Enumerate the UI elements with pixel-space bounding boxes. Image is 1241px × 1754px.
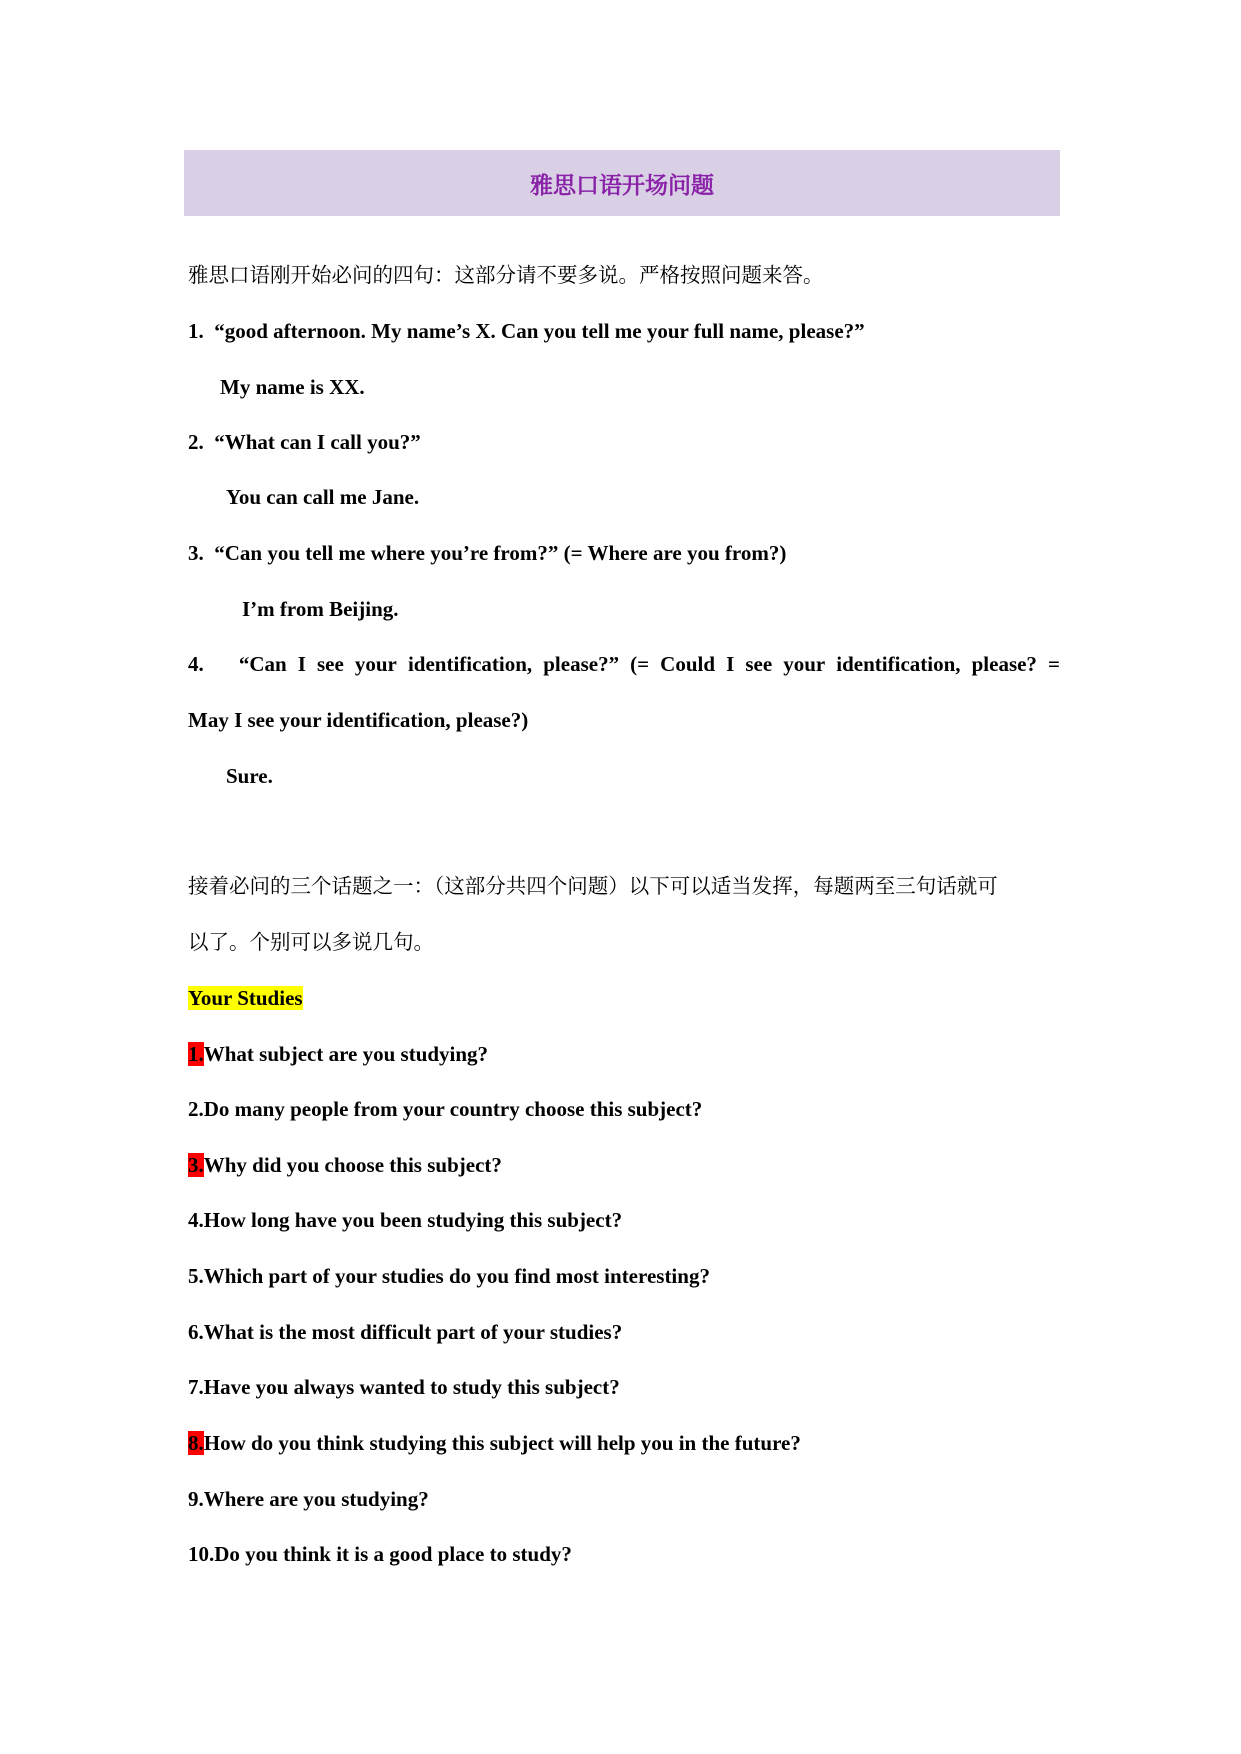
q-word: identification, <box>836 652 961 676</box>
q-word: please?” <box>543 652 620 676</box>
study-question <box>188 1095 702 1123</box>
question-text: “Can you tell me where you’re from?” (= Where are you from?) <box>214 541 787 565</box>
question-number: 10. <box>188 1542 215 1566</box>
question-text: Do many people from your country choose this subject? <box>203 1097 703 1121</box>
question-number: 3. <box>188 1153 204 1177</box>
question-text: Have you always wanted to study this subject? <box>203 1375 620 1399</box>
q-word: your <box>783 652 826 676</box>
question-number: 1. <box>188 1042 204 1066</box>
question-text: “What can I call you?” <box>214 430 421 454</box>
study-question <box>188 1206 622 1234</box>
study-question <box>188 1040 488 1068</box>
q-word: I <box>726 652 735 676</box>
study-question <box>188 1373 620 1401</box>
question-text: Where are you studying? <box>203 1487 429 1511</box>
question-text: Which part of your studies do you find most interesting? <box>203 1264 710 1288</box>
q-word: I <box>297 652 306 676</box>
section-title <box>188 984 303 1012</box>
q-word: Could <box>660 652 716 676</box>
study-question <box>188 1429 801 1457</box>
study-question <box>188 1485 429 1513</box>
question-text: What is the most difficult part of your studies? <box>203 1320 623 1344</box>
question-number: 8. <box>188 1431 204 1455</box>
question-number: 2. <box>188 430 204 454</box>
opening-answer-3: I’m from Beijing. <box>242 597 399 621</box>
page-title: 雅思口语开场问题 <box>530 172 714 199</box>
question-number: 4. <box>188 652 204 676</box>
q-word: (= <box>630 652 650 676</box>
q-word: see <box>745 652 773 676</box>
opening-answer-2: You can call me Jane. <box>226 485 420 509</box>
question-number: 1. <box>188 319 204 343</box>
opening-answer-1: My name is XX. <box>220 375 365 399</box>
question-number: 2. <box>188 1097 204 1121</box>
opening-question-2 <box>188 428 421 456</box>
q-word: please? <box>971 652 1037 676</box>
q-word: “Can <box>238 652 287 676</box>
q-word: see <box>316 652 344 676</box>
title-band <box>184 150 1060 216</box>
question-number: 7. <box>188 1375 204 1399</box>
opening-question-1 <box>188 317 865 345</box>
question-text: How long have you been studying this subject? <box>203 1208 623 1232</box>
question-text: Why did you choose this subject? <box>203 1153 502 1177</box>
opening-question-4-continued: May I see your identification, please?) <box>188 708 529 732</box>
intro-text: 雅思口语刚开始必问的四句：这部分请不要多说。严格按照问题来答。 <box>188 263 824 287</box>
question-text: How do you think studying this subject will help you in the future? <box>203 1431 801 1455</box>
topics-intro-line-1: 接着必问的三个话题之一：（这部分共四个问题）以下可以适当发挥，每题两至三句话就可 <box>188 874 998 898</box>
study-question <box>188 1318 622 1346</box>
question-number: 3. <box>188 541 204 565</box>
question-number: 9. <box>188 1487 204 1511</box>
question-number: 6. <box>188 1320 204 1344</box>
opening-question-3 <box>188 539 786 567</box>
question-text: “good afternoon. My name’s X. Can you tell me your full name, please?” <box>214 319 865 343</box>
study-question <box>188 1151 502 1179</box>
study-question <box>188 1540 572 1568</box>
q-word: your <box>354 652 397 676</box>
topics-intro-line-2: 以了。个别可以多说几句。 <box>188 930 434 954</box>
question-number: 4. <box>188 1208 204 1232</box>
question-number: 5. <box>188 1264 204 1288</box>
question-text: What subject are you studying? <box>203 1042 489 1066</box>
opening-answer-4: Sure. <box>226 764 273 788</box>
question-text: Do you think it is a good place to study? <box>214 1542 572 1566</box>
q-word: = <box>1048 652 1060 676</box>
section-title-text: Your Studies <box>188 986 303 1010</box>
opening-question-4 <box>188 650 1060 678</box>
q-word: identification, <box>407 652 533 676</box>
study-question <box>188 1262 710 1290</box>
